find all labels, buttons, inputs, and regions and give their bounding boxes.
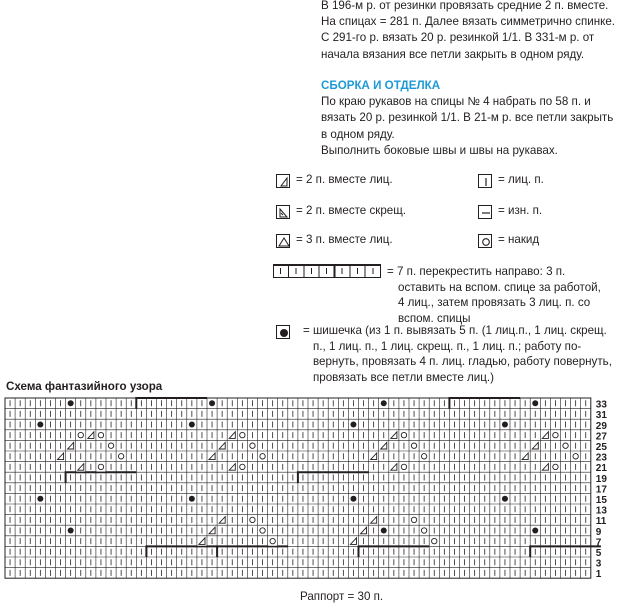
- k2tog-icon: [276, 174, 290, 188]
- text-line: провязать все петли вместе лиц.): [313, 370, 494, 384]
- row-number: 11: [595, 516, 607, 528]
- knitting-chart: [0, 392, 620, 588]
- row-number: 17: [595, 484, 607, 496]
- text-line: Выполнить боковые швы и швы на рукавах.: [321, 143, 558, 157]
- text-line: = шишечка (из 1 п. вывязать 5 п. (1 лиц.п., 1 лиц. скрещ.: [303, 324, 607, 337]
- legend-cross: [387, 264, 617, 326]
- bobble-icon: [276, 325, 290, 339]
- row-number: 27: [595, 431, 607, 443]
- row-number: 33: [595, 399, 607, 411]
- text-line: вспом. спицы: [398, 311, 471, 325]
- knit-icon: [478, 174, 492, 188]
- bobble-mark: [209, 400, 215, 406]
- k2tog-crossed-icon: [276, 205, 290, 219]
- text-line: В 196-м р. от резинки провязать средние 2 п. вместе.: [321, 0, 609, 12]
- bobble-mark: [502, 496, 508, 502]
- k3tog-icon: [276, 234, 290, 248]
- row-number: 31: [595, 410, 607, 422]
- text-line: п., 1 лиц. п., 1 лиц. скрещ. п., 1 лиц. п.; работу по-: [313, 339, 582, 353]
- text-line: вязать 20 р. резинкой 1/1. В 21-м р. все петли закрыть: [321, 111, 614, 125]
- row-number: 19: [595, 473, 607, 485]
- row-number: 23: [595, 452, 607, 464]
- row-number: 7: [595, 537, 602, 549]
- bobble-mark: [68, 528, 74, 534]
- legend-bobble: [303, 323, 618, 385]
- bobble-mark: [68, 400, 74, 406]
- row-number: 29: [595, 420, 607, 432]
- row-number: 1: [595, 569, 602, 581]
- text-line: вернуть, провязать 4 п. лиц. гладью, работу повернуть,: [313, 355, 612, 369]
- text-line: = 7 п. перекрестить направо: 3 п.: [387, 265, 566, 278]
- legend-yo: = накид: [498, 233, 540, 246]
- bobble-mark: [37, 422, 43, 428]
- section-heading: СБОРКА И ОТДЕЛКА: [321, 79, 441, 92]
- intro-paragraph: [321, 0, 616, 63]
- legend-purl: = изн. п.: [498, 204, 543, 217]
- chart-title: Схема фантазийного узора: [6, 380, 163, 393]
- legend-k2tog-crossed: = 2 п. вместе скрещ.: [296, 204, 406, 217]
- row-number: 3: [595, 558, 602, 570]
- row-number: 25: [595, 442, 607, 453]
- bobble-mark: [381, 400, 387, 406]
- purl-icon: [478, 205, 492, 219]
- row-number: 9: [595, 526, 602, 538]
- bobble-mark: [189, 496, 195, 502]
- text-line: На спицах = 281 п. Далее вязать симметрично спинке.: [321, 15, 615, 29]
- row-number: 15: [595, 495, 607, 506]
- text-line: оставить на вспом. спице за работой,: [398, 280, 601, 294]
- bobble-mark: [189, 422, 195, 428]
- text-line: С 291-го р. вязать 20 р. резинкой 1/1. В 331-м р. от: [321, 31, 595, 45]
- rapport-label: Раппорт = 30 п.: [300, 590, 384, 603]
- bobble-mark: [532, 400, 538, 406]
- legend-k3tog: = 3 п. вместе лиц.: [296, 233, 393, 246]
- bobble-mark: [350, 496, 356, 502]
- row-number: 13: [595, 505, 607, 517]
- yarn-over-icon: [478, 234, 492, 248]
- legend-knit: = лиц. п.: [498, 173, 544, 186]
- cable-cross-icon: [273, 264, 381, 278]
- bobble-mark: [350, 422, 356, 428]
- bobble-mark: [502, 422, 508, 428]
- legend-k2tog: = 2 п. вместе лиц.: [296, 173, 393, 186]
- bobble-mark: [381, 528, 387, 534]
- text-line: 4 лиц., затем провязать 3 лиц. п. со: [398, 296, 591, 310]
- text-line: По краю рукавов на спицы № 4 набрать по 58 п. и: [321, 95, 591, 109]
- text-line: в одном ряду.: [321, 127, 395, 141]
- bobble-mark: [37, 496, 43, 502]
- row-number: 21: [595, 463, 607, 475]
- assembly-section: [321, 78, 616, 159]
- text-line: начала вязания все петли закрыть в одном ряду.: [321, 47, 585, 61]
- bobble-mark: [532, 528, 538, 534]
- row-number: 5: [595, 548, 602, 559]
